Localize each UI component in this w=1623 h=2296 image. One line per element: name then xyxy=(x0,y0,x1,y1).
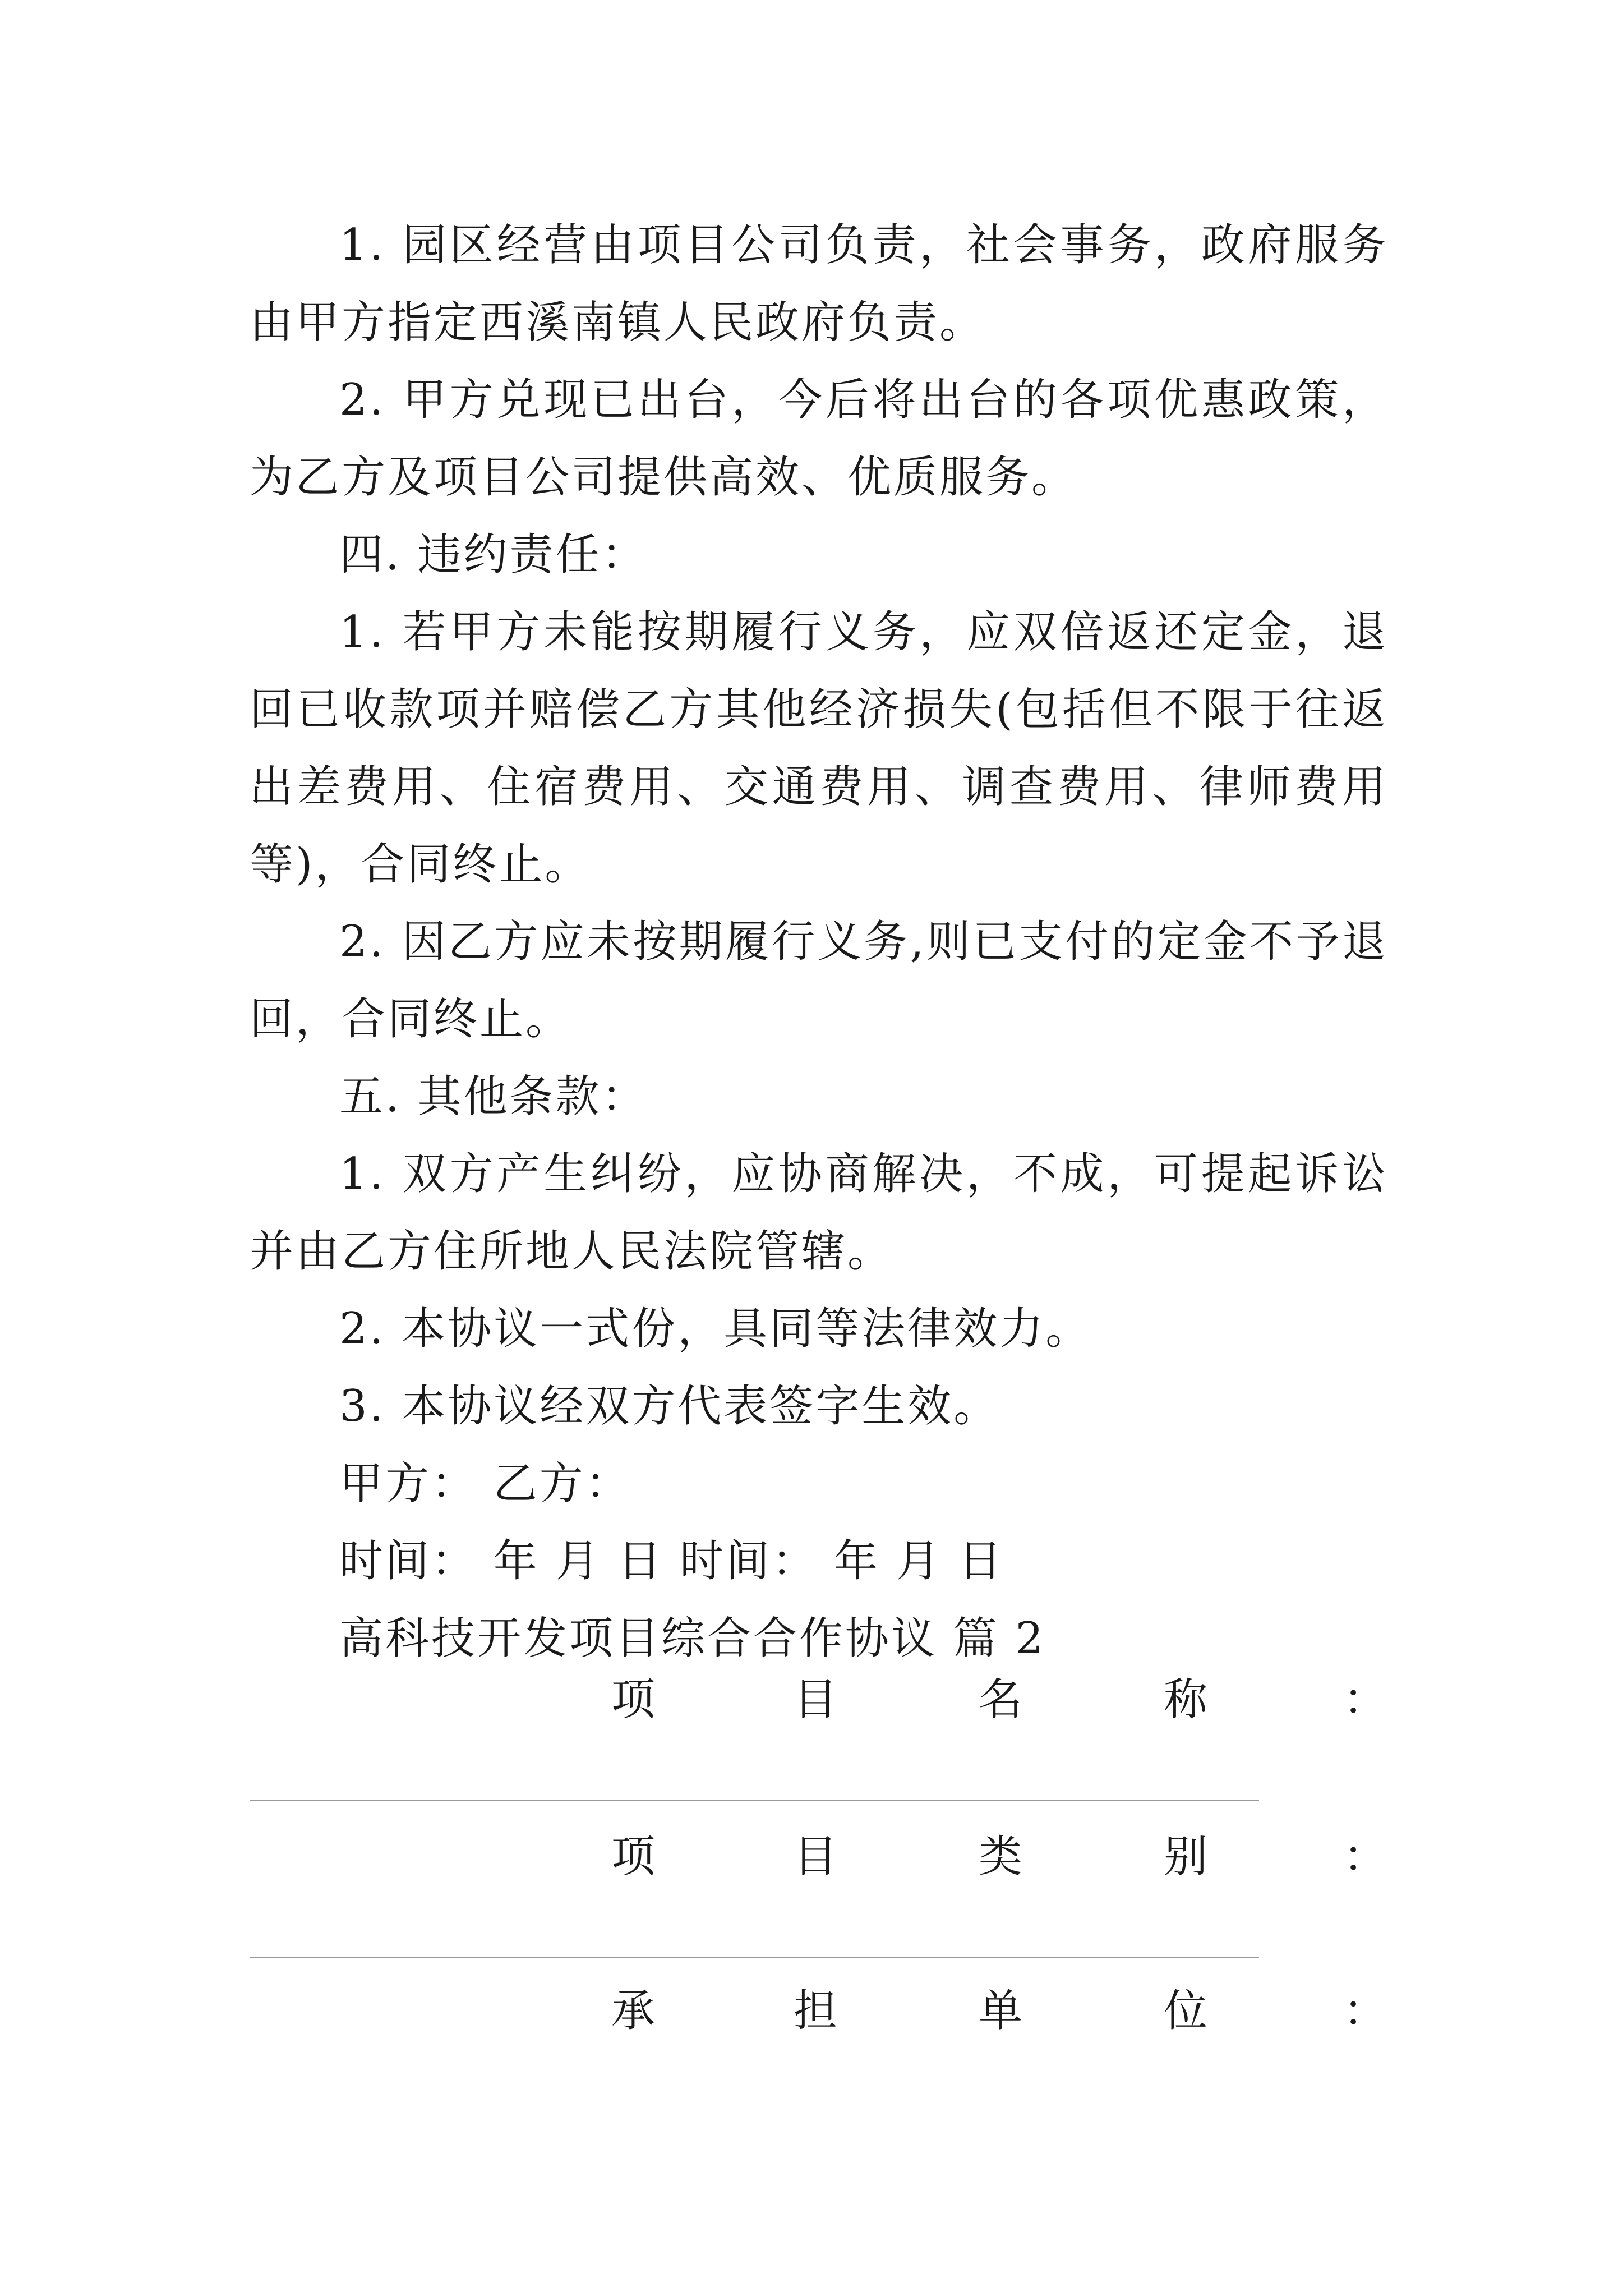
signature-parties: 甲方： 乙方： xyxy=(339,1458,631,1509)
field-char: 项 xyxy=(611,1832,656,1882)
field-undertaking-unit xyxy=(0,1980,1623,2047)
field-project-name xyxy=(0,1669,1623,1736)
field-char: ： xyxy=(1343,1986,1387,2036)
field-underline xyxy=(250,1957,1259,1958)
field-char: 类 xyxy=(979,1832,1023,1882)
field-char: 单 xyxy=(979,1986,1023,2036)
field-char: 担 xyxy=(794,1986,838,2036)
field-char: 名 xyxy=(979,1674,1023,1725)
paragraph-party-a-breach: 1. 若甲方未能按期履行义务，应双倍返还定金，退回已收款项并赔偿乙方其他经济损失(包括但不限于往返出差费用、住宿费用、交通费用、调查费用、律师费用等)，合同终止。 xyxy=(250,607,1388,890)
field-project-category xyxy=(0,1826,1623,1893)
section-title-part-2: 高科技开发项目综合合作协议 篇 2 xyxy=(339,1613,1046,1664)
field-char: 称 xyxy=(1164,1674,1208,1725)
field-underline xyxy=(250,1800,1259,1801)
paragraph-preferential-policy: 2. 甲方兑现已出台，今后将出台的各项优惠政策，为乙方及项目公司提供高效、优质服务。 xyxy=(250,375,1388,503)
paragraph-dispute: 1. 双方产生纠纷，应协商解决，不成，可提起诉讼并由乙方住所地人民法院管辖。 xyxy=(250,1149,1388,1277)
field-char: 项 xyxy=(611,1674,656,1725)
section-heading-other-terms: 五. 其他条款： xyxy=(339,1071,648,1122)
field-char: ： xyxy=(1343,1674,1387,1725)
field-char: 位 xyxy=(1164,1986,1208,2036)
field-char: ： xyxy=(1343,1832,1387,1882)
agreement-body xyxy=(250,206,1388,1677)
signature-dates: 时间： 年 月 日 时间： 年 月 日 xyxy=(339,1536,1004,1586)
field-char: 承 xyxy=(611,1986,656,2036)
section-heading-breach: 四. 违约责任： xyxy=(339,530,648,580)
paragraph-park-operation: 1. 园区经营由项目公司负责，社会事务，政府服务由甲方指定西溪南镇人民政府负责。 xyxy=(250,220,1388,348)
field-char: 目 xyxy=(794,1674,838,1725)
paragraph-copies: 2. 本协议一式份，具同等法律效力。 xyxy=(339,1304,1092,1354)
paragraph-effective: 3. 本协议经双方代表签字生效。 xyxy=(339,1381,1000,1432)
field-char: 别 xyxy=(1164,1832,1208,1882)
paragraph-party-b-breach: 2. 因乙方应未按期履行义务,则已支付的定金不予退回，合同终止。 xyxy=(250,917,1388,1045)
field-char: 目 xyxy=(794,1832,838,1882)
